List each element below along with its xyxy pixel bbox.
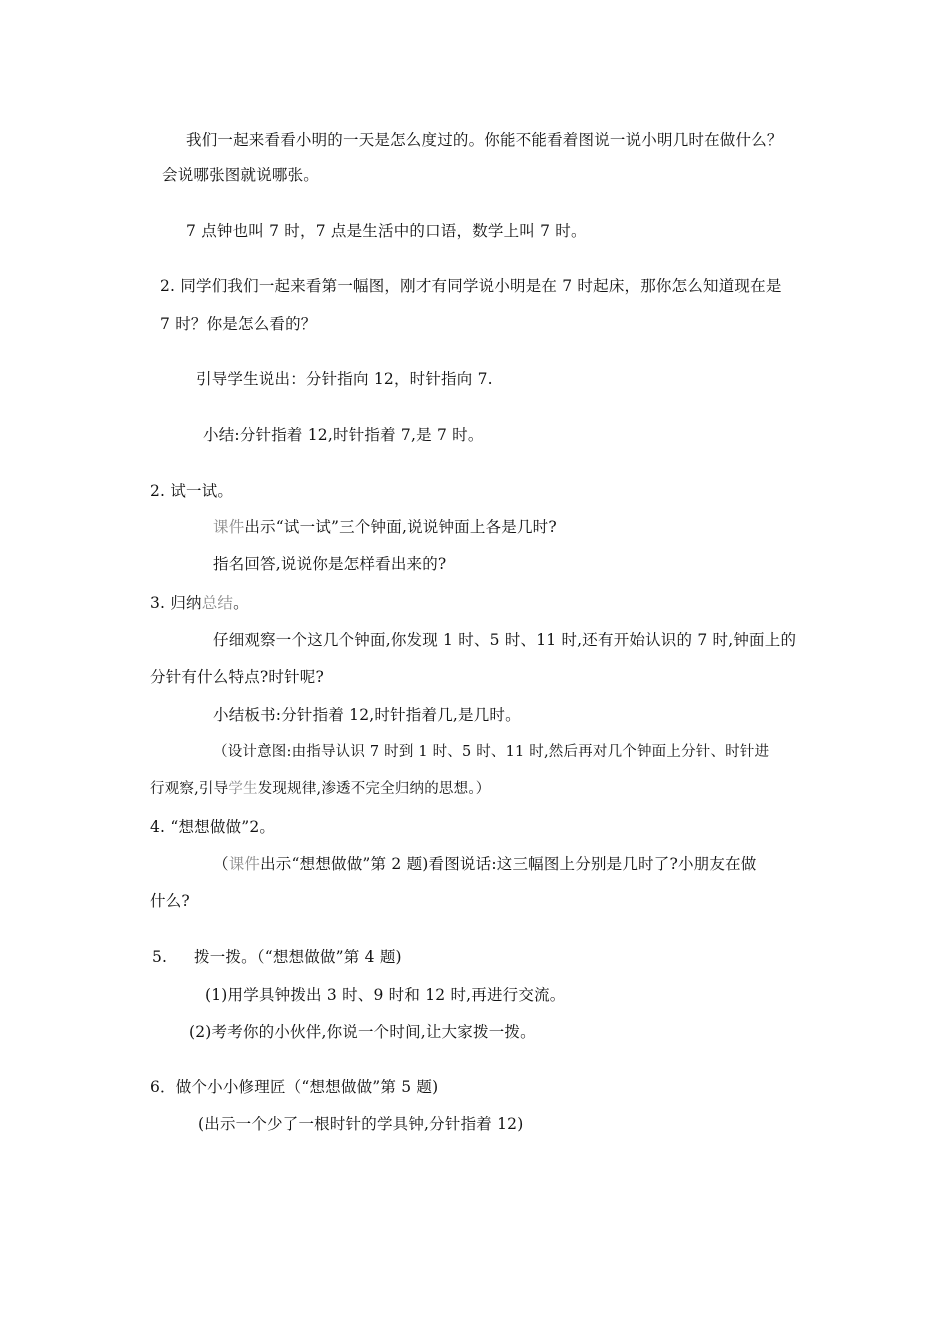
section-summary-paragraph-2: 分针有什么特点?时针呢? bbox=[150, 668, 325, 686]
section-think-line-1-text: 出示“想想做做”第 2 题)看图说话:这三幅图上分别是几时了?小朋友在做 bbox=[260, 855, 757, 873]
section-summary-heading-number: 3. 归纳 bbox=[150, 594, 202, 612]
section-summary-heading-end: 。 bbox=[233, 594, 249, 612]
section-try-line-1 bbox=[213, 517, 557, 537]
section-think-line-2: 什么? bbox=[150, 892, 190, 910]
section-think-courseware-label: 课件 bbox=[228, 855, 261, 873]
intro-paragraph-line-1: 我们一起来看看小明的一天是怎么度过的。你能不能看着图说一说小明几时在做什么？ bbox=[186, 131, 783, 149]
section-dial-number: 5. bbox=[152, 948, 168, 966]
section-summary-heading bbox=[150, 593, 249, 613]
section-summary-paragraph-1: 仔细观察一个这几个钟面,你发现 1 时、5 时、11 时,还有开始认识的 7 时,钟面上的 bbox=[213, 631, 797, 649]
question-2-line-2: 7 时？你是怎么看的？ bbox=[160, 315, 317, 333]
section-summary-board: 小结板书:分针指着 12,时针指着几,是几时。 bbox=[213, 706, 521, 724]
section-repair-heading: 6．做个小小修理匠（“想想做做”第 5 题) bbox=[150, 1078, 439, 1096]
section-repair-line-1: (出示一个少了一根时针的学具钟,分针指着 12) bbox=[198, 1115, 524, 1133]
design-intent-line-2-b: 发现规律,渗透不完全归纳的思想。） bbox=[257, 781, 491, 797]
section-try-line-2: 指名回答,说说你是怎样看出来的? bbox=[213, 555, 447, 573]
intro-paragraph-line-2: 会说哪张图就说哪张。 bbox=[162, 166, 320, 184]
section-try-line-1-text: 出示“试一试”三个钟面,说说钟面上各是几时? bbox=[244, 518, 557, 536]
section-dial-item-1: (1)用学具钟拨出 3 时、9 时和 12 时,再进行交流。 bbox=[205, 986, 566, 1004]
guide-students-line: 引导学生说出：分针指向 12，时针指向 7. bbox=[196, 370, 493, 388]
design-intent-line-2-a: 行观察,引导 bbox=[150, 781, 229, 797]
design-intent-line-2-grey: 学生 bbox=[228, 781, 258, 797]
question-2-line-1: 2. 同学们我们一起来看第一幅图，刚才有同学说小明是在 7 时起床，那你怎么知道现在是 bbox=[160, 277, 782, 295]
summary-line: 小结:分针指着 12,时针指着 7,是 7 时。 bbox=[203, 426, 484, 444]
design-intent-line-2 bbox=[150, 779, 490, 799]
design-intent-line-1: （设计意图:由指导认识 7 时到 1 时、5 时、11 时,然后再对几个钟面上分针、时针进 bbox=[213, 744, 770, 760]
section-dial-heading: 拨一拨。（“想想做做”第 4 题) bbox=[194, 948, 402, 966]
seven-oclock-note: 7 点钟也叫 7 时，7 点是生活中的口语，数学上叫 7 时。 bbox=[186, 222, 587, 240]
section-try-heading: 2. 试一试。 bbox=[150, 482, 234, 500]
section-think-line-1 bbox=[213, 854, 756, 874]
section-think-line-1-paren: （ bbox=[213, 855, 229, 873]
section-dial-item-2: (2)考考你的小伙伴,你说一个时间,让大家拨一拨。 bbox=[189, 1023, 536, 1041]
courseware-label: 课件 bbox=[213, 518, 245, 536]
section-think-heading: 4. “想想做做”2。 bbox=[150, 818, 276, 836]
section-summary-heading-grey: 总结 bbox=[201, 594, 234, 612]
